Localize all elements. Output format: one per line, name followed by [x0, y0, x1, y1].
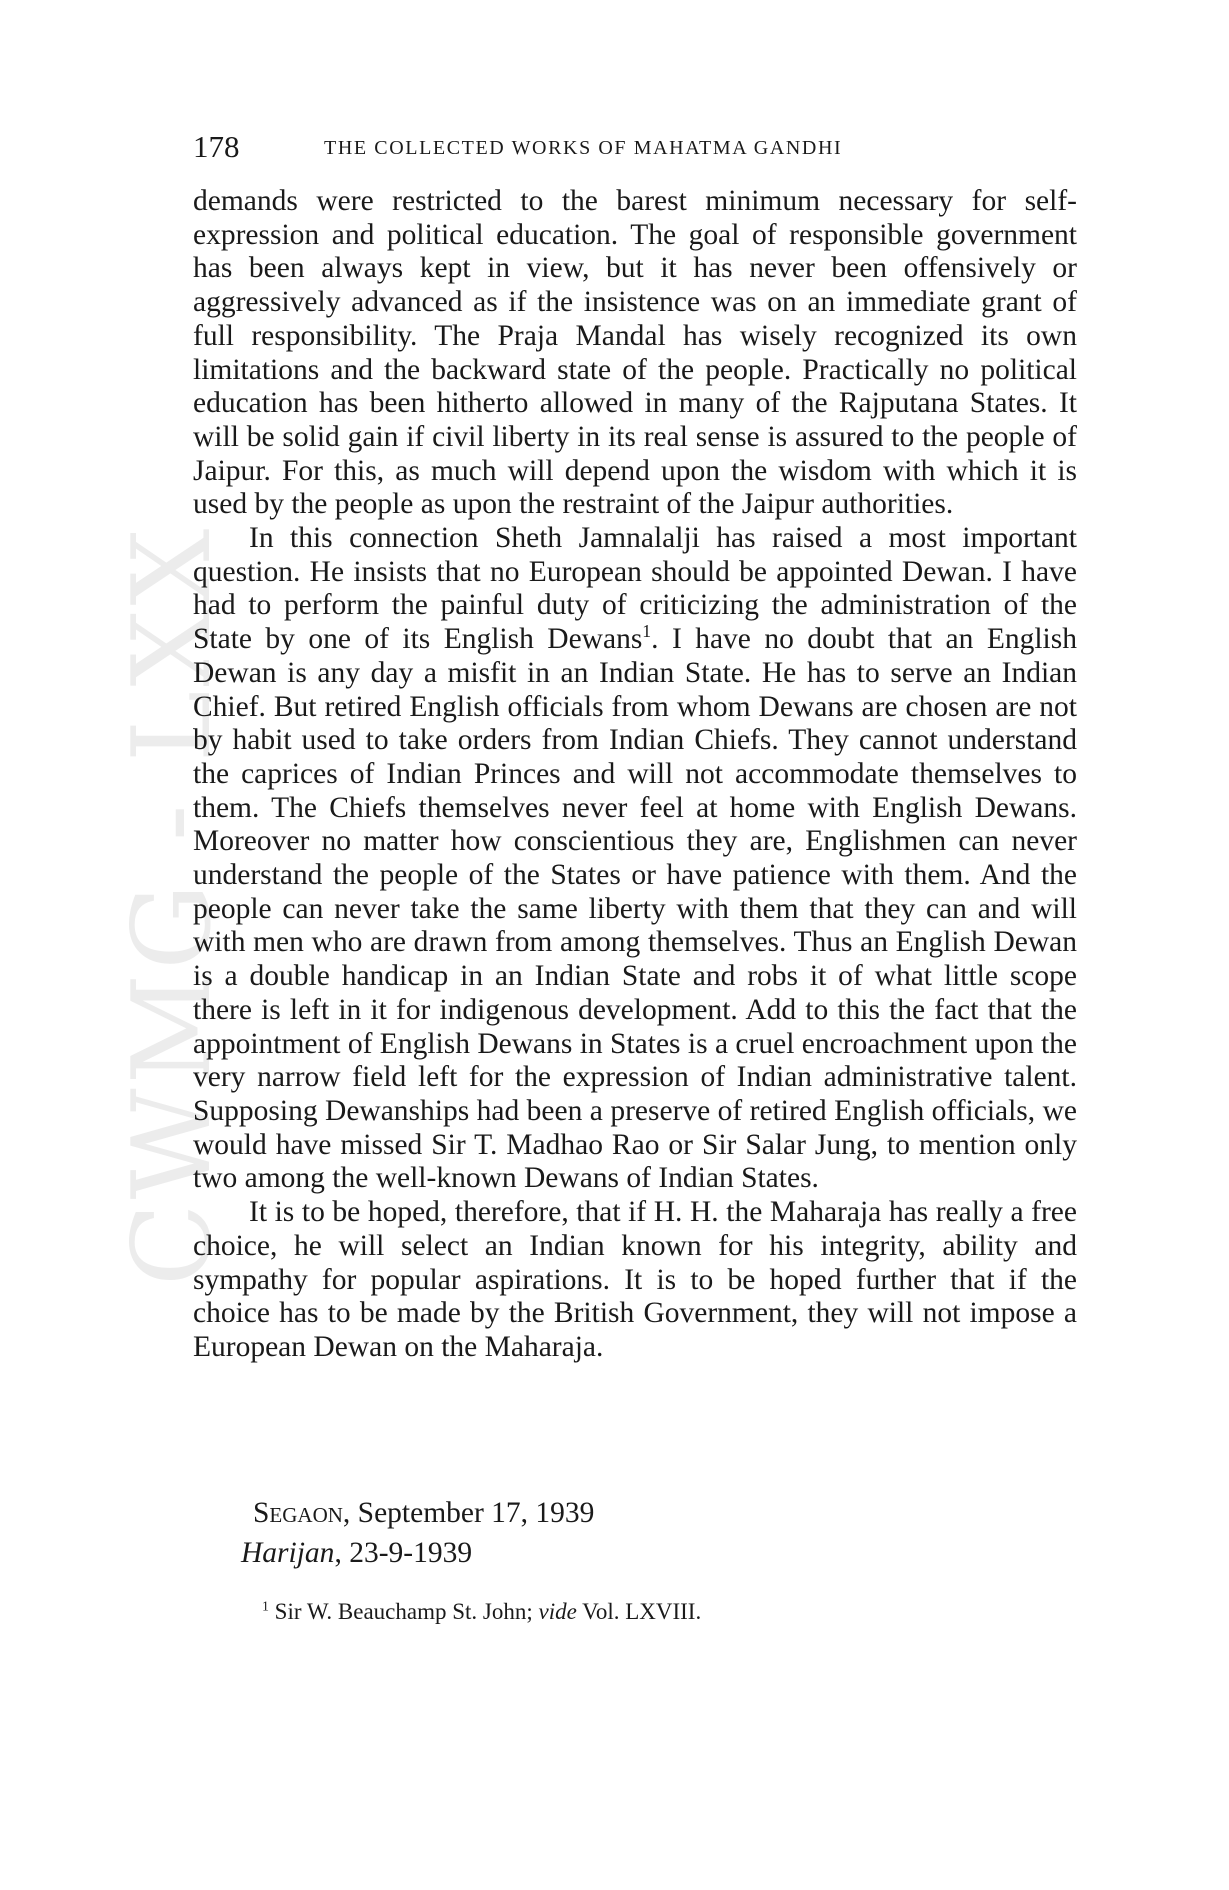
footnote-text-b: Vol. LXVIII. — [576, 1599, 702, 1624]
article-body — [193, 185, 1077, 1365]
dateline-place: Segaon — [253, 1497, 343, 1529]
footnote-text-a: Sir W. Beauchamp St. John; — [268, 1599, 539, 1624]
source-date: , 23-9-1939 — [334, 1537, 473, 1569]
source-citation — [241, 1535, 472, 1571]
paragraph-2 — [193, 522, 1077, 1196]
paragraph-1: demands were restricted to the barest minimum necessary for self-expression and political education. The goal of responsible government has been always kept in view, but it has never been offensively or aggressively advanced as if the insistence was on an immediate grant of full responsibility. The Praja Mandal has wisely recognized its own limitations and the backward state of the people. Practically no political education has been hitherto allowed in many of the Rajputana States. It will be solid gain if civil liberty in its real sense is assured to the people of Jaipur. For this, as much will depend upon the wisdom with which it is used by the people as upon the restraint of the Jaipur authorities. — [193, 185, 1077, 521]
footnote-reference: 1 — [642, 621, 652, 642]
page-number: 178 — [193, 129, 240, 164]
paragraph-2-text-b: . I have no doubt that an English Dewan is any day a misfit in an Indian State. He has to serve an Indian Chief. But retired English officials from whom Dewans are chosen are not by habit used to take orders from Indian Chiefs. They cannot understand the caprices of Indian Princes and will not accommodate themselves to them. The Chiefs themselves never feel at home with English Dewans. Moreover no matter how conscientious they are, Englishmen can never understand the people of the States or have patience with them. And the people can never take the same liberty with them that they can and will with men who are drawn from among themselves. Thus an English Dewan is a double handicap in an Indian State and robs it of what little scope there is left in it for indigenous development. Add to this the fact that the appointment of English Dewans in States is a cruel encroachment upon the very narrow field left for the expression of Indian administrative talent. Supposing Dewanships had been a preserve of retired English officials, we would have missed Sir T. Madhao Rao or Sir Salar Jung, to mention only two among the well-known Dewans of Indian States. — [193, 623, 1077, 1195]
source-periodical: Harijan — [241, 1537, 335, 1569]
footnote-vide: vide — [538, 1599, 577, 1624]
dateline-date: , September 17, 1939 — [342, 1497, 595, 1529]
footnote-marker: 1 — [262, 1598, 269, 1614]
book-title: THE COLLECTED WORKS OF MAHATMA GANDHI — [324, 137, 843, 159]
paragraph-2-text-a: In this connection Sheth Jamnalalji has raised a most important question. He insists that no European should be appointed Dewan. I have had to perform the painful duty of criticizing the administration of the State by one of its English Dewans — [193, 522, 1077, 656]
footnote — [262, 1597, 701, 1627]
watermark: CWMG - LXX — [110, 524, 235, 1286]
dateline — [253, 1495, 594, 1531]
paragraph-3: It is to be hoped, therefore, that if H. H. the Maharaja has really a free choice, he will select an Indian known for his integrity, ability and sympathy for popular aspirations. It is to be hoped further that if the choice has to be made by the British Government, they will not impose a European Dewan on the Maharaja. — [193, 1196, 1077, 1363]
